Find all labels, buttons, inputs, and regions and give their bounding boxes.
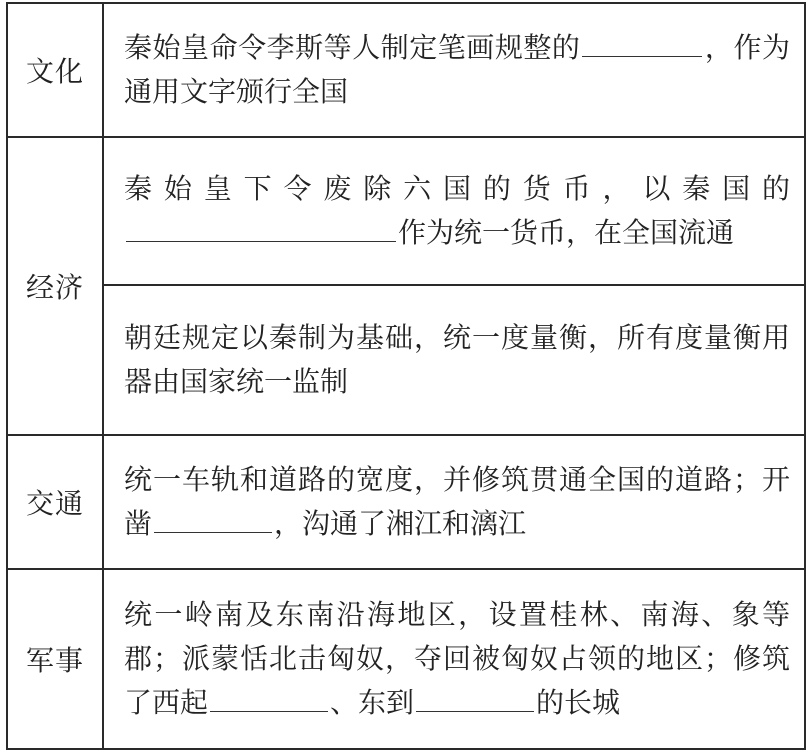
content-text: 、东到 [330, 686, 415, 719]
content-text: 秦始皇下令废除六国的货币，以秦国的 [124, 172, 790, 205]
content-text: ，作为通用文字颁行全国 [124, 31, 790, 108]
category-culture: 文化 [7, 3, 103, 137]
content-military [103, 569, 805, 749]
category-transport: 交通 [7, 435, 103, 569]
content-transport [103, 435, 805, 569]
content-text: 秦始皇命令李斯等人制定笔画规整的 [124, 31, 581, 64]
fill-blank[interactable] [210, 681, 328, 712]
content-text: 作为统一货币，在全国流通 [398, 216, 735, 249]
table-row-economy-measures [7, 285, 805, 435]
content-culture [103, 3, 805, 137]
category-military: 军事 [7, 569, 103, 749]
table-row-culture [7, 3, 805, 137]
fill-blank[interactable] [126, 211, 396, 242]
content-economy-currency [103, 137, 805, 285]
content-text: 统一岭南及东南沿海地区，设置桂林、南海、象等郡；派蒙恬北击匈奴，夺回被匈奴占领的地区；修筑了西起 [124, 598, 790, 719]
table-row-military [7, 569, 805, 749]
table-row-transport [7, 435, 805, 569]
content-text: 的长城 [536, 686, 621, 719]
content-text: ，沟通了湘江和漓江 [274, 507, 527, 540]
category-economy: 经济 [7, 137, 103, 435]
table-row-economy-currency [7, 137, 805, 285]
fill-blank[interactable] [416, 681, 534, 712]
qin-unification-table [6, 2, 806, 750]
fill-blank[interactable] [582, 26, 702, 57]
content-text: 统一车轨和道路的宽度，并修筑贯通全国的道路；开凿 [124, 463, 790, 540]
content-economy-measures [103, 285, 805, 435]
content-text: 朝廷规定以秦制为基础，统一度量衡，所有度量衡用器由国家统一监制 [124, 321, 790, 398]
fill-blank[interactable] [154, 502, 272, 533]
